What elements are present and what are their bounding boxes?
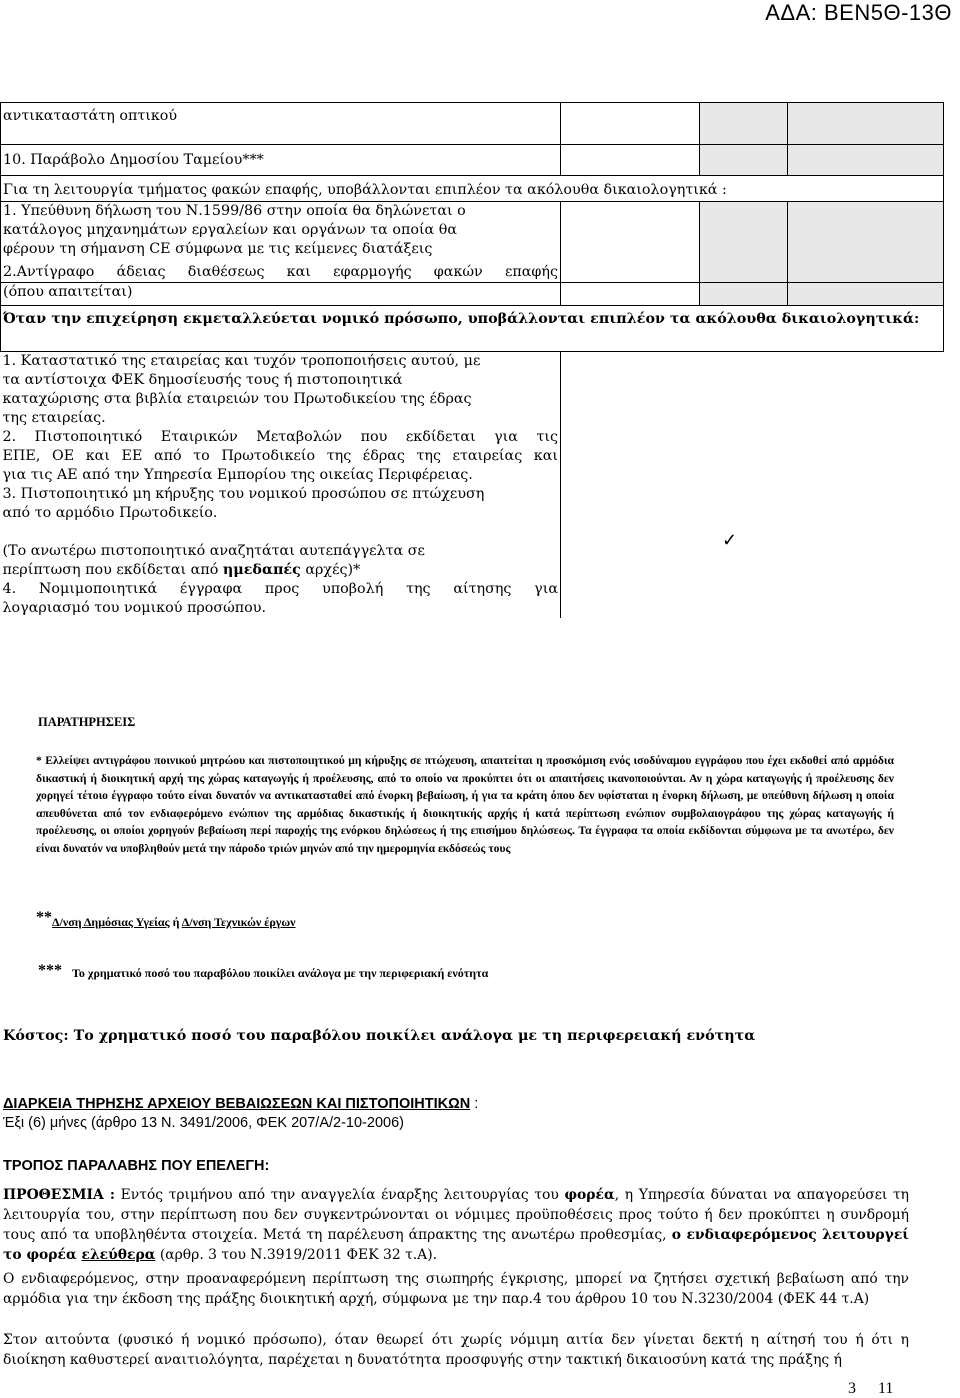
page-number: 3 11 — [848, 1380, 894, 1397]
table-row — [1, 352, 944, 619]
table-row — [1, 202, 944, 283]
row-fee: 10. Παράβολο Δημοσίου Ταμείου*** — [1, 145, 561, 176]
legal-heading: Όταν την επιχείρηση εκμεταλλεύεται νομικό πρόσωπο, υποβάλλονται επιπλέον τα ακόλουθα δικαιολογητικά: — [1, 306, 944, 352]
requirements-table — [0, 102, 944, 618]
deadline-paragraph: ΠΡΟΘΕΣΜΙΑ : Εντός τριμήνου από την αναγγελία έναρξης λειτουργίας του φορέα, η Υπηρεσία δύναται να απαγορεύσει τη λειτουργία του, στην περίπτωση που δεν συγκεντρώνονται οι νόμιμες προϋποθέσεις προς τούτο ή δεν προκύπτει η συνδρομή τους από τα υποβληθέντα στοιχεία. Μετά τη παρέλευση άπρακτης της ανωτέρω προθεσμίας, ο ενδιαφερόμενος λειτουργεί το φορέα ελεύθερα (αρθρ. 3 του Ν.3919/2011 ΦΕΚ 32 τ.Α). — [3, 1187, 910, 1263]
ada-code: ΑΔΑ: ΒΕΝ5Θ-13Θ — [765, 0, 952, 25]
table-row — [1, 103, 944, 145]
table-row — [1, 145, 944, 176]
table-row — [1, 283, 944, 306]
table-row — [1, 306, 944, 352]
cost-line: Κόστος: Το χρηματικό ποσό του παραβόλου ποικίλει ανάλογα με τη περιφερειακή ενότητα — [3, 1028, 756, 1044]
legal-items: 1. Καταστατικό της εταιρείας και τυχόν τροποποιήσεις αυτού, με τα αντίστοιχα ΦΕΚ δημοσίευσής τους ή πιστοποιητικά καταχώρισης στα βιβλία εταιρειών του Πρωτοδικείου της έδρας της εταιρείας. 2. Πιστοποιητικό Εταιρικών Μεταβολών που εκδίδεται για τις ΕΠΕ, ΟΕ και ΕΕ από το Πρωτοδικείο της έδρας της εταιρείας και για τις ΑΕ από την Υπηρεσία Εμπορίου της οικείας Περιφέρειας. 3. Πιστοποιητικό μη κήρυξης του νομικού προσώπου σε πτώχευση από το αρμόδιο Πρωτοδικείο. (Το ανωτέρω πιστοποιητικό αναζητάται αυτεπάγγελτα σε περίπτωση που εκδίδεται από ημεδαπές αρχές)* 4. Νομιμοποιητικά έγγραφα προς υποβολή της αίτησης για λογαριασμό του νομικού προσώπου. — [1, 352, 561, 619]
row-optician: αντικαταστάτη οπτικού — [1, 103, 561, 145]
note-fee: *** Το χρηματικό ποσό του παραβόλου ποικίλει ανάλογα με την περιφεριακή ενότητα — [38, 962, 489, 980]
notes-body: * Ελλείψει αντιγράφου ποινικού μητρώου και πιστοποιητικού μη κήρυξης σε πτώχευση, απαιτείται η προσκόμιση ενός ισοδύναμου εγγράφου που έχει εκδοθεί από αρμόδια δικαστική ή διοικητική αρχή της χώρας καταγωγής ή προέλευσης, από το οποίο να προκύπτει ότι οι απαιτήσεις ικανοποιούνται. Αν η χώρα καταγωγής ή προέλευσης δεν χορηγεί τέτοιο έγγραφο τούτο είναι δυνατόν να αντικατασταθεί από ένορκη βεβαίωση, ή για τα κράτη όπου δεν υφίσταται η ένορκη δήλωση, με υπεύθυνη δήλωση η οποία απευθύνεται από τον ενδιαφερόμενο ενώπιον της αρμόδιας δικαστικής ή διοικητικής αρχής ή κατά περίπτωση ενώπιον συμβολαιογράφου της χώρας καταγωγής ή προέλευσης, οι οποίοι χορηγούν βεβαίωση περί παροχής της ενόρκου δηλώσεως ή της επισήμου δηλώσεως. Τα έγγραφα τα οποία εκδίδονται σύμφωνα με τα ανωτέρω, δεν είναι δυνατόν να υποβληθούν μετά την πάροδο τριών μηνών από την ημερομηνία εκδόσεώς τους — [36, 754, 894, 855]
contact-heading: Για τη λειτουργία τμήματος φακών επαφής, υποβάλλονται επιπλέον τα ακόλουθα δικαιολογητικά : — [1, 176, 944, 202]
duration-title: ΔΙΑΡΚΕΙΑ ΤΗΡΗΣΗΣ ΑΡΧΕΙΟΥ ΒΕΒΑΙΩΣΕΩΝ ΚΑΙ ΠΙΣΤΟΠΟΙΗΤΙΚΩΝ : — [3, 1096, 479, 1112]
appeal-paragraph: Στον αιτούντα (φυσικό ή νομικό πρόσωπο), όταν θεωρεί ότι χωρίς νόμιμη αιτία δεν γίνεται δεκτή η αίτησή του ή ότι η διοίκηση καθυστερεί αναιτιολόγητα, παρέχεται η δυνατότητα προσφυγής στην τακτική δικαιοσύνη κατά της πράξης ή — [3, 1332, 909, 1368]
contact-item-1: 1. Υπεύθυνη δήλωση του Ν.1599/86 στην οποία θα δηλώνεται ο κατάλογος μηχανημάτων εργαλείων και οργάνων τα οποία θα φέρουν τη σήμανση CE σύμφωνα με τις κείμενες διατάξεις 2.Αντίγραφο άδειας διαθέσεως και εφαρμογής φακών επαφής — [1, 202, 561, 283]
tacit-approval-paragraph: Ο ενδιαφερόμενος, στην προαναφερόμενη περίπτωση της σιωπηρής έγκρισης, μπορεί να ζητήσει σχετική βεβαίωση από την αρμόδια για την έκδοση της πράξης διοικητική αρχή, σύμφωνα με την παρ.4 του άρθρου 10 του Ν.3230/2004 (ΦΕΚ 44 τ.Α) — [3, 1271, 909, 1307]
notes-title: ΠΑΡΑΤΗΡΗΣΕΙΣ — [38, 715, 136, 729]
table-row — [1, 176, 944, 202]
contact-item-2: (όπου απαιτείται) — [1, 283, 561, 306]
note-directorate: **Δ/νση Δημόσιας Υγείας ή Δ/νση Τεχνικών έργων — [36, 909, 296, 929]
receipt-method: ΤΡΟΠΟΣ ΠΑΡΑΛΑΒΗΣ ΠΟΥ ΕΠΕΛΕΓΗ: — [3, 1158, 270, 1174]
duration-value: Έξι (6) μήνες (άρθρο 13 Ν. 3491/2006, ΦΕΚ 207/Α/2-10-2006) — [3, 1115, 404, 1131]
check-mark-icon: ✓ — [722, 530, 738, 550]
